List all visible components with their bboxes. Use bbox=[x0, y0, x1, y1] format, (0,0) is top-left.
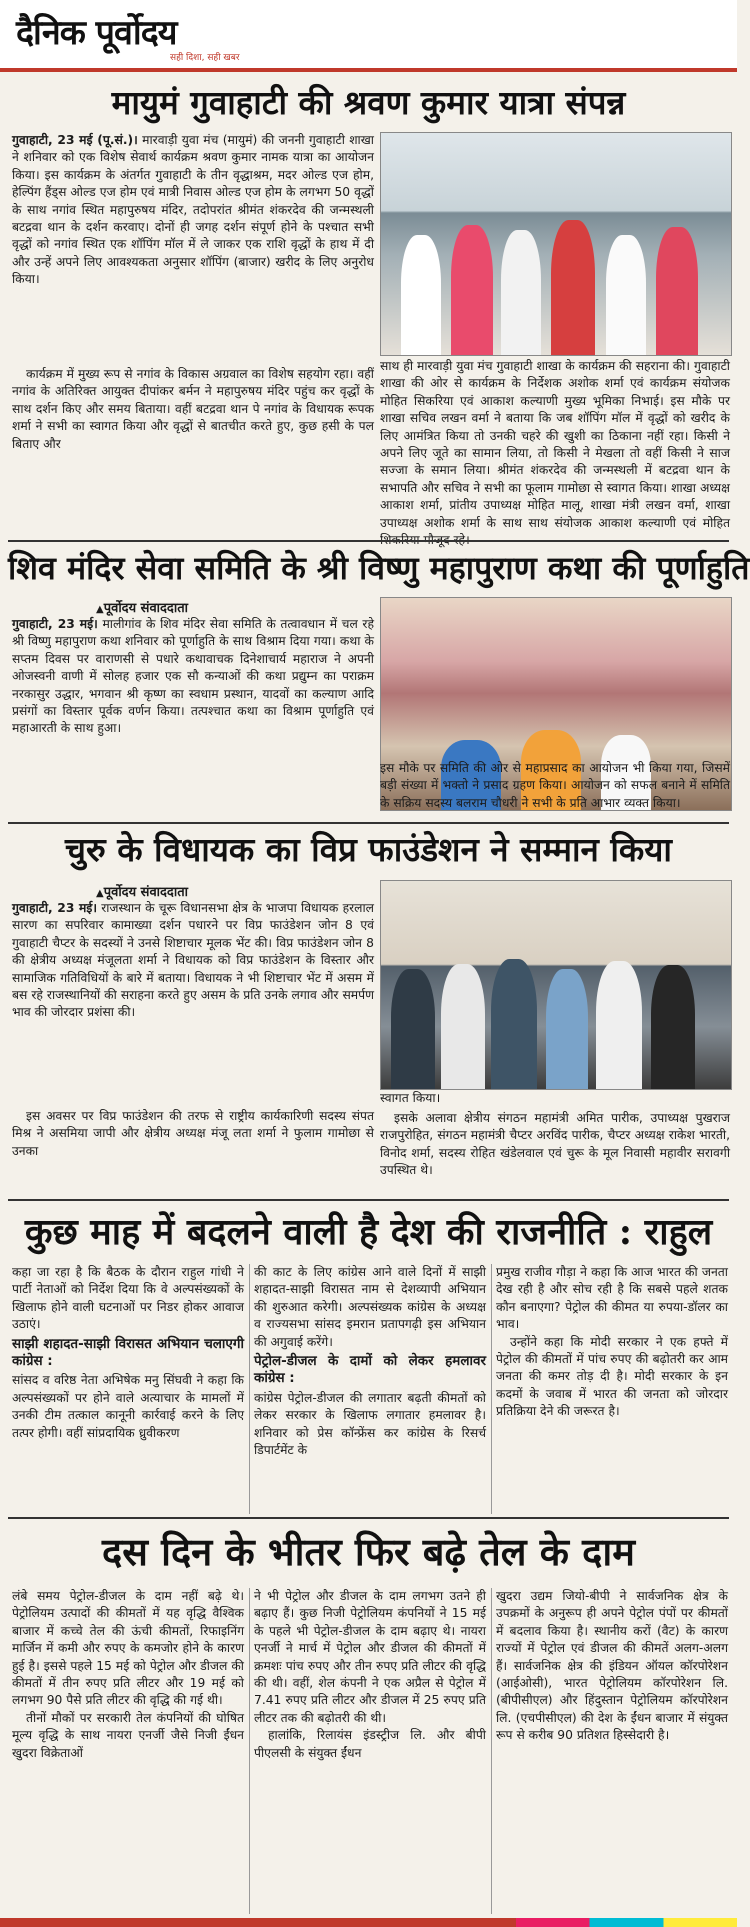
article-5-col-2 bbox=[254, 1588, 486, 1914]
article-5-headline: दस दिन के भीतर फिर बढ़े तेल के दाम bbox=[102, 1529, 635, 1574]
footer-color-bar bbox=[0, 1918, 737, 1927]
article-3-photo bbox=[380, 880, 732, 1090]
article-2-body bbox=[12, 616, 374, 820]
column-rule bbox=[249, 1588, 250, 1914]
article-5-col-3: खुदरा उद्यम जियो-बीपी ने सार्वजनिक क्षेत्र के उपक्रमों के अनुरूप ही अपने पेट्रोल पंपों पर कीमतों में बदलाव किया है। स्थानीय करों (वैट) के कारण राज्यों में पेट्रोल एवं डीजल की कीमतें अलग-अलग हैं। सार्वजनिक क्षेत्र की इंडियन ऑयल कॉरपोरेशन (आईओसी), भारत पेट्रोलियम कॉरपोरेशन लि. (बीपीसीएल) और हिंदुस्तान पेट्रोलियम कॉरपोरेशन लि. (एचपीसीएल) की देश के ईंधन बाजार में संयुक्त रूप से करीब 90 प्रतिशत हिस्सेदारी है। bbox=[496, 1589, 728, 1743]
article-4-col-3-para: प्रमुख राजीव गौड़ा ने कहा कि आज भारत की जनता देख रही है और सोच रही है कि सबसे पहले शतक कौन बनाएगा? पेट्रोल की कीमत या रुपया-डॉलर का भाव। bbox=[496, 1265, 728, 1332]
section-divider bbox=[8, 1517, 729, 1519]
article-5-col-2-para-2: हालांकि, रिलायंस इंडस्ट्रीज लि. और बीपी पीएलसी के संयुक्त ईंधन bbox=[254, 1728, 486, 1760]
newspaper-logo: दैनिक पूर्वोदय bbox=[16, 13, 177, 53]
article-4-headline: कुछ माह में बदलने वाली है देश की राजनीति : राहुल bbox=[24, 1211, 713, 1253]
article-3-para-3: स्वागत किया। bbox=[380, 1091, 441, 1105]
article-3-headline: चुरु के विधायक का विप्र फाउंडेशन ने सम्मान किया bbox=[65, 830, 672, 869]
column-rule bbox=[491, 1588, 492, 1914]
article-1-dateline: गुवाहाटी, 23 मई (पू.सं.)। bbox=[12, 133, 138, 147]
article-5-col-1 bbox=[12, 1588, 244, 1914]
article-4-col-2-para-2: कांग्रेस पेट्रोल-डीजल की लगातार बढ़ती कीमतों को लेकर सरकार के खिलाफ लगातार हमलावर है। शनिवार को प्रेस कॉन्फ्रेंस कर कांग्रेस के रिसर्च डिपार्टमेंट के bbox=[254, 1390, 486, 1458]
article-3-body bbox=[12, 900, 374, 1106]
article-2-para-2: इस मौके पर समिति की ओर से महाप्रसाद का आयोजन भी किया गया, जिसमें बड़ी संख्या में भक्तो ने प्रसाद ग्रहण किया। आयोजन को सफल बनाने में समिति के सक्रिय सदस्य बलराम चौधरी ने सभी के प्रति आभार व्यक्त किया। bbox=[380, 761, 730, 810]
newspaper-tagline: सही दिशा, सही खबर bbox=[170, 53, 240, 63]
section-divider bbox=[8, 1199, 729, 1201]
article-1-photo bbox=[380, 132, 732, 356]
article-2-byline: ▲ पूर्वोदय संवाददाता bbox=[96, 598, 188, 616]
column-rule bbox=[491, 1264, 492, 1514]
article-3-para-1: राजस्थान के चूरू विधानसभा क्षेत्र के भाजपा विधायक हरलाल सारण का सपरिवार कामाख्या दर्शन पधारने पर विप्र फाउंडेशन जोन 8 एवं गुवाहाटी चैप्टर के सदस्यों ने उनसे शिष्टाचार मूलक भेंट की। विप्र फाउंडेशन जोन 8 की क्षेत्रीय अध्यक्ष मंजूलता शर्मा ने विधायक को विप्र फाउंडेशन के विस्तार और सामाजिक गतिविधियों के बारे में बताया। विधायक ने भी शिष्टाचार भेंट में असम में बस रहे राजस्थानियों की सराहना करते हुए असम के प्रति उनके लगाव और समर्पण भाव की जोरदार प्रशंसा की। bbox=[12, 901, 374, 1020]
article-3-byline: ▲ पूर्वोदय संवाददाता bbox=[96, 882, 188, 900]
article-4-col-3 bbox=[496, 1264, 728, 1514]
article-1-para-1: मारवाड़ी युवा मंच (मायुमं) की जननी गुवाहाटी शाखा ने शनिवार को एक विशेष सेवार्थ कार्यक्रम श्रवण कुमार नामक यात्रा का आयोजन किया। इस कार्यक्रम के अंतर्गत गुवाहाटी के तीन वृद्धाश्रम, मदर ओल्ड एज होम, हेल्पिंग हैंड्स ओल्ड एज होम एवं मात्री निवास ओल्ड एज होम के लगभग 50 वृद्धों के साथ नगांव स्थित महापुरुषय मंदिर, तदोपरांत श्रीमंत शंकरदेव की जन्मस्थली बटद्रवा थान के दर्शन करवाए। दोनों ही जगह दर्शन संपूर्ण होने के पश्चात सभी वृद्धों को नगांव स्थित एक शॉपिंग मॉल में ले जाकर एक राशि वृद्धों के हाथ में दी और उन्हें अपने लिए आवश्यकता अनुसार शॉपिंग (बाजार) खरीद के लिए अनुरोध किया। bbox=[12, 133, 374, 287]
article-3-dateline: गुवाहाटी, 23 मई। bbox=[12, 901, 98, 915]
article-5-col-2-para: ने भी पेट्रोल और डीजल के दाम लगभग उतने ही बढ़ाए हैं। कुछ निजी पेट्रोलियम कंपनियों ने 15 मई के पहले भी पेट्रोल-डीजल के दाम बढ़ाए थे। नायरा एनर्जी ने मार्च में पेट्रोल और डीजल की कीमतों में क्रमशः पांच रुपए और तीन रुपए प्रति लीटर की वृद्धि की थी। वहीं, शेल कंपनी ने एक अप्रैल से पेट्रोल में 7.41 रुपए प्रति लीटर और डीजल में 25 रुपए प्रति लीटर तक की बढ़ोतरी की थी। bbox=[254, 1589, 486, 1725]
article-3-para-2: इस अवसर पर विप्र फाउंडेशन की तरफ से राष्ट्रीय कार्यकारिणी सदस्य संपत मिश्र ने असमिया जापी और क्षेत्रीय अध्यक्ष मंजू लता शर्मा ने फुलाम गामोछा से उनका bbox=[12, 1109, 374, 1158]
article-4-col-2 bbox=[254, 1264, 486, 1514]
column-rule bbox=[249, 1264, 250, 1514]
article-4-col-2-para: की काट के लिए कांग्रेस आने वाले दिनों में साझी शहादत-साझी विरासत नाम से देशव्यापी अभियान की शुरुआत करेगी। अल्पसंख्यक कांग्रेस के अध्यक्ष व राज्यसभा सांसद इमरान प्रतापगढ़ी इस अभियान की अगुवाई करेंगे। bbox=[254, 1265, 486, 1349]
article-2-para-1: मालीगांव के शिव मंदिर सेवा समिति के तत्वावधान में चल रहे श्री विष्णु महापुराण कथा शनिवार को पूर्णाहुति के साथ विश्राम दिया गया। कथा के सप्तम दिवस पर वाराणसी से पधारे कथावाचक दिनेशाचार्य महाराज ने अपनी ओजस्वनी वाणी में सोलह हजार एक सौ कन्याओं की कथा प्रद्युम्न का पराक्रम नरकासुर उद्धार, भगवान श्री कृष्ण का स्वधाम प्रस्थान, यादवों का कल्याण आदि प्रसंगों का विस्तार पूर्वक वर्णन किया। तत्पश्चात कथा का विश्राम पूर्णाहुति एवं महाआरती के साथ हुआ। bbox=[12, 617, 374, 736]
article-4-subhead-2: पेट्रोल-डीजल के दामों को लेकर हमलावर कांग्रेस : bbox=[254, 1353, 486, 1387]
article-1-para-2: कार्यक्रम में मुख्य रूप से नगांव के विकास अग्रवाल का विशेष सहयोग रहा। वहीं नगांव के अतिरिक्त आयुक्त दीपांकर बर्मन ने महापुरुषय मंदिर पहुंच कर वृद्धों के साथ दर्शन किए और समय बिताया। वहीं बटद्रवा थान पे नगांव के विधायक रूपक शर्मा ने सभी का स्वागत किया और वृद्धों से बातचीत करते हुए, कुछ हसी के पल बिताए और bbox=[12, 367, 374, 451]
article-1-para-3: साथ ही मारवाड़ी युवा मंच गुवाहाटी शाखा के कार्यक्रम की सहराना की। गुवाहाटी शाखा की ओर से कार्यक्रम के निर्देशक अशोक शर्मा एवं कार्यक्रम संयोजक मोहित सिकरिया एवं आकाश कल्याणी मुख्य भूमिका निभाई। इस मौके पर शाखा सचिव लखन वर्मा ने बताया कि जब शॉपिंग मॉल में वृद्धों को खरीद के लिए आमंत्रित किया तो उनकी चहरे की खुशी का ठिकाना नहीं रहा। किसी ने अपने लिए जूते का सामान लिया, तो किसी ने मेखला तो वहीं किसी ने साज सज्जा के समान लिया। श्रीमंत शंकरदेव की जन्मस्थली में बटद्रवा थान के सभापति और सचिव ने सभी का फूलाम गामोछा से स्वागत किया। शाखा अध्यक्ष आकाश शर्मा, प्रांतीय उपाध्यक्ष मोहित मालू, शाखा मंत्री लखन वर्मा, शाखा उपाध्यक्ष अशोक शर्मा के साथ साथ संयोजक आकाश कल्याणी एवं मोहित bbox=[380, 359, 730, 530]
article-1-intro bbox=[12, 132, 374, 364]
article-3-para-4: इसके अलावा क्षेत्रीय संगठन महामंत्री अमित पारीक, उपाध्यक्ष पुखराज राजपुरोहित, संगठन महामंत्री चैप्टर अरविंद पारीक, चैप्टर अध्यक्ष राकेश भारती, विनोद शर्मा, सदस्य रोहित खंडेलवाल एवं चुरू के मूल निवासी महावीर सरावगी उपस्थित थे। bbox=[380, 1111, 730, 1178]
masthead bbox=[0, 0, 737, 72]
article-1-headline: मायुमं गुवाहाटी की श्रवण कुमार यात्रा संपन्न bbox=[111, 83, 626, 122]
article-2-headline: शिव मंदिर सेवा समिति के श्री विष्णु महापुराण कथा की पूर्णाहुति bbox=[8, 549, 750, 587]
article-4-subhead-1: साझी शहादत-साझी विरासत अभियान चलाएगी कांग्रेस : bbox=[12, 1335, 244, 1370]
article-4-col-1-para-2: सांसद व वरिष्ठ नेता अभिषेक मनु सिंघवी ने कहा कि अल्पसंख्यकों पर होने वाले अत्याचार के मामलों में उनकी टीम तत्काल कानूनी कार्रवाई करने के लिए तत्पर होगी। वहीं सांप्रदायिक ध्रुवीकरण bbox=[12, 1373, 244, 1440]
masthead-rule bbox=[0, 68, 737, 72]
article-5-col-1-para-2: तीनों मौकों पर सरकारी तेल कंपनियों की घोषित मूल्य वृद्धि के साथ नायरा एनर्जी जैसे निजी ईंधन खुदरा विक्रेताओं bbox=[12, 1710, 244, 1760]
article-2-dateline: गुवाहाटी, 23 मई। bbox=[12, 617, 98, 631]
article-5-col-1-para: लंबे समय पेट्रोल-डीजल के दाम नहीं बढ़े थे। पेट्रोलियम उत्पादों की कीमतों में यह वृद्धि वैश्विक बाजार में कच्चे तेल की ऊंची कीमतों, रिफाइनिंग मार्जिन में कमी और रुपए के कमजोर होने के कारण हुई है। इससे पहले 15 मई को पेट्रोल और डीजल की कीमतों में तीन रुपए प्रति लीटर और 19 मई को लगभग 90 पैसे प्रति लीटर की वृद्धि की गई थी। bbox=[12, 1589, 244, 1708]
article-4-col-3-para-2: उन्होंने कहा कि मोदी सरकार ने एक हफ्ते में पेट्रोल की कीमतों में पांच रुपए की बढ़ोतरी कर आम जनता की कमर तोड़ दी है। मोदी सरकार के इन कदमों के जवाब में भारत की जनता को जोरदार प्रतिक्रिया देने की जरूरत है। bbox=[496, 1334, 728, 1419]
article-4-col-1 bbox=[12, 1264, 244, 1514]
article-4-col-1-para: कहा जा रहा है कि बैठक के दौरान राहुल गांधी ने पार्टी नेताओं को निर्देश दिया कि वे अल्पसंख्यकों के खिलाफ होने वाली घटनाओं पर निडर होकर आवाज उठाएं। bbox=[12, 1265, 244, 1332]
